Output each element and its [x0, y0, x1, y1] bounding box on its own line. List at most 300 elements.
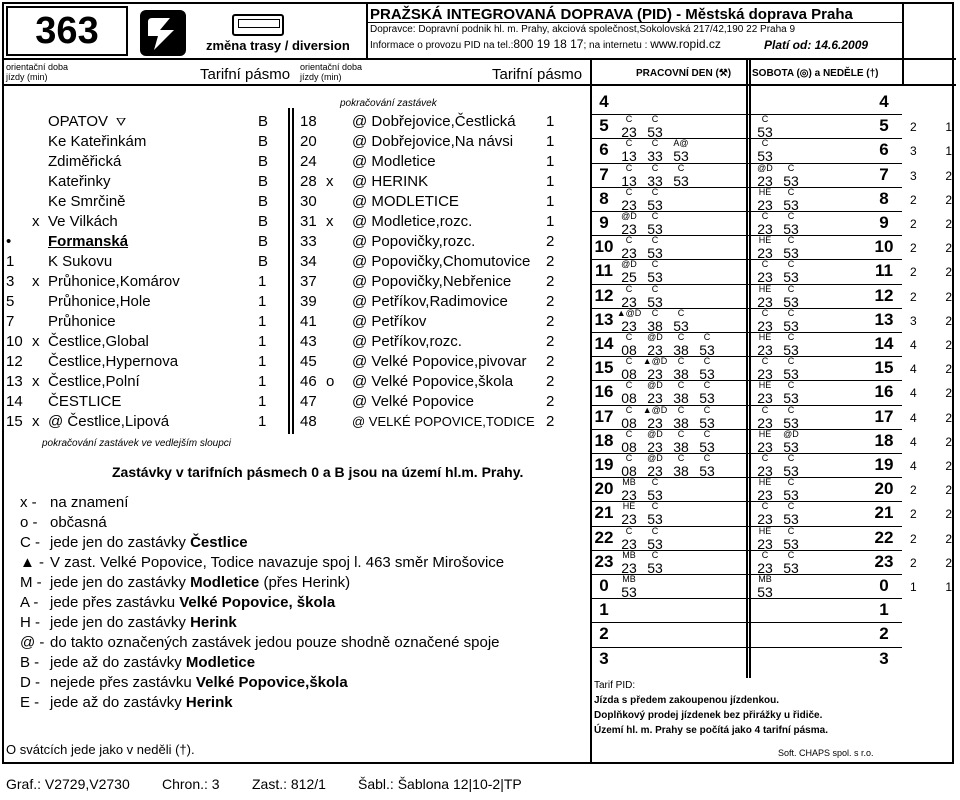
departure — [752, 357, 778, 381]
departure-minute: 13 — [621, 148, 637, 165]
departure-minute: 53 — [757, 584, 773, 600]
departure — [778, 430, 804, 454]
operator-info: Dopravce: Dopravní podnik hl. m. Prahy, akciová společnost,Sokolovská 217/42,190 22 Praha 9 — [370, 24, 796, 35]
legend-bold: Velké Popovice, škola — [179, 594, 336, 611]
hour-label: 1 — [879, 600, 889, 620]
departure-sign: C — [761, 356, 769, 367]
stop-name: @ Popovičky,rozc. — [352, 233, 476, 250]
stops-divider — [292, 108, 294, 434]
departure — [778, 285, 804, 309]
legend-bold: Velké Popovice,škola — [195, 674, 348, 691]
count: 2 — [910, 120, 917, 135]
hour-label: 4 — [879, 92, 889, 111]
workday-label: PRACOVNÍ DEN (⚒) — [636, 68, 732, 79]
hour-rule — [590, 647, 902, 648]
stop-name: Zdiměřická — [48, 153, 122, 170]
stop-time: 43 — [300, 333, 317, 350]
departure — [778, 260, 804, 284]
departure — [752, 212, 778, 236]
departure-minute: 53 — [699, 366, 715, 383]
departure-minute: 23 — [757, 438, 773, 455]
departure — [694, 406, 720, 430]
departure-sign: C — [651, 283, 659, 294]
legend-text: (přes Herink) — [259, 574, 351, 591]
departure-minute: 38 — [673, 414, 689, 431]
departure-sign: C — [625, 186, 633, 197]
departure-sign: C — [651, 162, 659, 173]
departure — [668, 406, 694, 430]
zone-label-left: Tarifní pásmo — [200, 66, 291, 83]
departure — [778, 188, 804, 212]
departure-sign: C — [651, 259, 659, 270]
departure — [616, 381, 642, 405]
departure-sign: C — [625, 404, 633, 415]
hour-label: 18 — [874, 430, 894, 450]
hour-label: 14 — [874, 334, 894, 353]
stop-zone: 2 — [546, 253, 555, 270]
stop-row — [300, 272, 580, 292]
stop-zone: B — [258, 193, 269, 210]
departure — [642, 454, 668, 478]
departure-minute: 53 — [647, 487, 663, 504]
departure-minute: 23 — [757, 317, 773, 334]
stop-row — [6, 172, 286, 192]
stop-zone: B — [258, 133, 269, 150]
stop-row — [300, 112, 580, 132]
departure-minute: 08 — [621, 438, 637, 455]
count: 2 — [945, 192, 952, 207]
departure-minute: 23 — [647, 390, 663, 407]
stop-time: 46 — [300, 373, 317, 390]
departure-minute: 23 — [621, 196, 637, 213]
departure — [752, 527, 778, 551]
hour-label: 15 — [874, 358, 894, 378]
departure — [642, 430, 668, 454]
departure — [668, 333, 694, 357]
stop-name: @ MODLETICE — [352, 193, 459, 210]
stop-zone: 1 — [546, 213, 555, 230]
legend-key: B - — [20, 654, 40, 671]
hour-label: 6 — [879, 140, 889, 160]
info-prefix: Informace o provozu PID na tel.: — [370, 40, 514, 51]
departure-sign: @D — [757, 162, 773, 173]
stop-name: Ve Vilkách — [48, 213, 118, 230]
hour-label: 21 — [874, 503, 894, 523]
count: 2 — [910, 483, 917, 498]
connection-count — [910, 217, 952, 231]
departure — [668, 454, 694, 478]
stop-row — [6, 292, 286, 312]
count: 4 — [910, 459, 917, 473]
count: 3 — [910, 313, 917, 328]
departure — [616, 309, 642, 333]
departure-sign: HE — [758, 186, 772, 197]
tariff-line: Doplňkový prodej jízdenek bez přirážky u řidiče. — [594, 710, 823, 721]
departure — [668, 357, 694, 381]
departure-minute: 25 — [621, 269, 637, 286]
departure-minute: 53 — [647, 293, 663, 310]
count: 2 — [945, 168, 952, 183]
hour-label: 0 — [599, 576, 609, 595]
departure-minute: 23 — [757, 245, 773, 262]
count: 2 — [945, 338, 952, 352]
departure-sign: @D — [647, 453, 663, 463]
departure-sign: C — [625, 525, 633, 536]
count: 1 — [910, 580, 917, 594]
info-mid: ; na internetu : — [583, 40, 648, 51]
departure-sign: C — [677, 404, 685, 415]
stop-time: 1 — [6, 253, 15, 270]
departure-minute: 53 — [783, 487, 799, 504]
departure-minute: 23 — [647, 438, 663, 455]
departure — [752, 454, 778, 478]
stop-row — [300, 232, 580, 252]
departure — [778, 309, 804, 333]
departure-sign: C — [703, 356, 711, 367]
stop-zone: 1 — [546, 173, 555, 190]
count: 2 — [910, 241, 917, 256]
departure — [778, 212, 804, 236]
hour-label: 10 — [594, 237, 614, 257]
departure — [616, 260, 642, 284]
stop-row — [6, 372, 286, 392]
departure-minute: 53 — [783, 269, 799, 286]
departure — [642, 236, 668, 260]
stop-time: 47 — [300, 393, 317, 410]
departure-minute: 53 — [783, 196, 799, 213]
count: 2 — [945, 289, 952, 304]
stop-name: @ HERINK — [352, 173, 429, 190]
hour-label: 5 — [599, 116, 609, 136]
stop-flag: o — [326, 373, 335, 390]
departure-minute: 23 — [757, 293, 773, 310]
departure — [778, 381, 804, 405]
stop-zone: 2 — [546, 373, 555, 390]
stop-flag: x — [32, 333, 40, 350]
stop-zone: 2 — [546, 353, 555, 370]
stop-row — [6, 412, 286, 432]
departure-sign: C — [787, 211, 795, 221]
legend-bold: Herink — [190, 614, 237, 631]
departure — [778, 164, 804, 188]
count: 4 — [910, 362, 917, 377]
stop-row — [300, 332, 580, 352]
departure — [668, 430, 694, 454]
departure — [642, 115, 668, 139]
stop-time: 37 — [300, 273, 317, 290]
departure — [778, 357, 804, 381]
legend-item — [20, 654, 255, 671]
stop-zone: 1 — [258, 413, 267, 430]
departure — [642, 551, 668, 575]
departure-sign: C — [651, 549, 659, 560]
departure-minute: 53 — [783, 172, 799, 189]
departure-sign: C — [787, 404, 795, 415]
legend-key: ▲ - — [20, 554, 45, 571]
stop-zone: B — [258, 153, 269, 170]
departure-minute: 23 — [647, 414, 663, 431]
stop-row — [300, 312, 580, 332]
count: 2 — [910, 289, 917, 304]
departure — [752, 333, 778, 357]
departure-sign: C — [677, 307, 685, 318]
legend-key: @ - — [20, 634, 45, 651]
connection-count — [910, 532, 952, 546]
hour-label: 15 — [594, 358, 614, 378]
footer-sabl: Šabl.: Šablona 12|10-2|TP — [358, 776, 522, 792]
legend-text: na znamení — [50, 494, 129, 511]
count: 2 — [945, 434, 952, 449]
departure — [694, 357, 720, 381]
count: 1 — [945, 580, 952, 594]
departure-minute: 53 — [783, 293, 799, 310]
hour-label: 13 — [594, 309, 614, 329]
departure-minute: 23 — [757, 366, 773, 383]
departure-minute: 38 — [673, 463, 689, 479]
departure — [778, 236, 804, 260]
departure-minute: 08 — [621, 414, 637, 431]
departure-minute: 53 — [783, 342, 799, 358]
count: 2 — [945, 483, 952, 498]
departure-sign: C — [625, 356, 633, 367]
hour-label: 5 — [879, 116, 889, 136]
legend-key: H - — [20, 614, 40, 631]
stop-name: @ VELKÉ POPOVICE,TODICE — [352, 414, 535, 429]
departure — [752, 551, 778, 575]
departure-minute: 53 — [783, 438, 799, 455]
departure-sign: C — [787, 186, 795, 197]
stop-time: 5 — [6, 293, 15, 310]
hour-label: 8 — [879, 188, 889, 208]
departure-minute: 53 — [647, 196, 663, 213]
departure — [616, 236, 642, 260]
departure-sign: MB — [622, 549, 636, 560]
stop-time: 30 — [300, 193, 317, 210]
stop-row — [6, 332, 286, 352]
header-divider — [366, 2, 368, 60]
legend-item — [20, 494, 128, 511]
departure — [752, 430, 778, 454]
departure-minute: 23 — [647, 342, 663, 358]
connection-count — [910, 556, 952, 570]
stop-name: Průhonice,Hole — [48, 293, 151, 310]
departure — [642, 527, 668, 551]
departure-sign: HE — [758, 428, 772, 439]
departure-sign: C — [787, 525, 795, 536]
stop-flag: x — [326, 213, 334, 230]
departure — [752, 188, 778, 212]
stop-row — [300, 352, 580, 372]
connection-count — [910, 314, 952, 328]
stops-divider — [288, 108, 290, 434]
departure-minute: 53 — [673, 172, 689, 189]
departure — [752, 309, 778, 333]
stop-name: Ke Smrčině — [48, 193, 126, 210]
hour-label: 22 — [874, 527, 894, 547]
legend-text: jede jen do zastávky — [50, 614, 191, 631]
header-rule — [366, 22, 902, 23]
legend-key: M - — [20, 574, 42, 591]
departure-sign: HE — [622, 501, 636, 512]
stop-name: K Sukovu — [48, 253, 113, 270]
departure — [642, 406, 668, 430]
legend-text: V zast. Velké Popovice, Todice navazuje spoj l. 463 směr Mirošovice — [50, 554, 505, 571]
count: 4 — [910, 386, 917, 401]
departure-sign: C — [651, 501, 659, 512]
connection-count — [910, 435, 952, 449]
departure-sign: HE — [758, 283, 772, 294]
departure-sign: C — [787, 549, 795, 560]
departure-minute: 53 — [647, 511, 663, 528]
stop-row — [300, 192, 580, 212]
departure-minute: 23 — [621, 124, 637, 141]
departure-minute: 53 — [783, 317, 799, 334]
departure — [778, 527, 804, 551]
legend-text: jede přes zastávku — [50, 594, 180, 611]
stop-row — [300, 392, 580, 412]
departure-sign: C — [651, 307, 659, 318]
departure-minute: 23 — [757, 559, 773, 576]
count: 4 — [910, 338, 917, 352]
column-divider — [590, 58, 592, 764]
legend-bold: Čestlice — [190, 534, 248, 551]
hour-label: 7 — [599, 164, 609, 184]
weekend-label: SOBOTA (◎) a NEDĚLE (†) — [752, 68, 879, 79]
legend-text: jede až do zastávky — [50, 654, 186, 671]
connection-count — [910, 459, 952, 473]
stop-row — [6, 272, 286, 292]
hour-label: 9 — [879, 213, 889, 232]
connection-count — [910, 265, 952, 279]
stop-name: Kateřinky — [48, 173, 111, 190]
departure-minute: 23 — [757, 342, 773, 358]
line-number: 363 — [6, 6, 128, 56]
stop-name: @ Modletice,rozc. — [352, 213, 473, 230]
departure-minute: 53 — [783, 559, 799, 576]
legend-item — [20, 674, 348, 691]
departure-sign: HE — [758, 235, 772, 246]
column-divider — [902, 58, 904, 84]
stop-name: @ Velké Popovice,škola — [352, 373, 514, 390]
hour-label: 3 — [879, 648, 889, 668]
departure-sign: ▲@D — [642, 404, 668, 415]
stop-zone: 2 — [546, 233, 555, 250]
departure-sign: C — [787, 283, 795, 294]
departure — [642, 309, 668, 333]
departure-sign: C — [625, 380, 633, 391]
hour-rule — [590, 598, 902, 599]
departure-sign: C — [787, 259, 795, 270]
stop-name: @ Popovičky,Nebřenice — [352, 273, 512, 290]
stop-zone: 1 — [258, 373, 267, 390]
connection-count — [910, 483, 952, 497]
tariff-line: Území hl. m. Prahy se počítá jako 4 tarifní pásma. — [594, 725, 828, 736]
departure-minute: 53 — [783, 366, 799, 383]
departure-sign: C — [677, 356, 685, 367]
departure-minute: 38 — [673, 342, 689, 358]
departure-sign: C — [625, 162, 633, 173]
departure-minute: 53 — [647, 269, 663, 286]
hour-label: 2 — [599, 624, 609, 644]
stop-row — [6, 232, 286, 252]
departure-sign: C — [787, 235, 795, 246]
legend-text: jede jen do zastávky — [50, 574, 191, 591]
stop-row — [300, 132, 580, 152]
hour-label: 13 — [874, 309, 894, 329]
departure — [616, 285, 642, 309]
departure — [778, 551, 804, 575]
departure-sign: @D — [647, 380, 663, 391]
departure-sign: C — [761, 259, 769, 270]
departure — [752, 406, 778, 430]
orient-label-right: orientační doba jízdy (min) — [300, 62, 363, 82]
departure-minute: 23 — [757, 196, 773, 213]
stop-row — [6, 132, 286, 152]
departure — [616, 139, 642, 163]
departure — [694, 430, 720, 454]
departure-sign: MB — [758, 574, 772, 584]
departure-minute: 53 — [783, 414, 799, 431]
legend-item — [20, 534, 248, 551]
departure — [778, 502, 804, 526]
count: 4 — [910, 434, 917, 449]
stop-row — [300, 372, 580, 392]
departure-minute: 23 — [621, 317, 637, 334]
stop-row — [300, 152, 580, 172]
departure-minute: 53 — [647, 124, 663, 141]
departure-sign: C — [677, 453, 685, 463]
departure — [616, 357, 642, 381]
stop-zone: 2 — [546, 273, 555, 290]
stop-zone: 1 — [258, 353, 267, 370]
departure-sign: C — [703, 380, 711, 391]
stop-time: 45 — [300, 353, 317, 370]
departure-minute: 53 — [699, 414, 715, 431]
departure-sign: C — [625, 235, 633, 246]
departure — [642, 333, 668, 357]
departure-minute: 23 — [757, 414, 773, 431]
departure — [694, 381, 720, 405]
departure-minute: 53 — [783, 463, 799, 479]
info-web: www.ropid.cz — [650, 37, 721, 51]
legend-item — [20, 574, 350, 591]
stop-name: @ Petříkov,Radimovice — [352, 293, 508, 310]
stop-row — [6, 152, 286, 172]
departure-sign: C — [651, 477, 659, 488]
departure-sign: C — [787, 162, 795, 173]
stop-time: 20 — [300, 133, 317, 150]
tariff-line: Jízda s předem zakoupenou jízdenkou. — [594, 695, 780, 706]
departure-minute: 23 — [757, 221, 773, 237]
departure — [778, 406, 804, 430]
departure-minute: 53 — [647, 559, 663, 576]
departure — [642, 212, 668, 236]
pid-logo-icon — [140, 10, 186, 56]
stop-name: Čestlice,Hypernova — [48, 353, 179, 370]
legend-item — [20, 554, 504, 571]
departure — [642, 285, 668, 309]
stop-zone: 1 — [258, 333, 267, 350]
departure-sign: C — [625, 428, 633, 439]
departure-minute: 08 — [621, 366, 637, 383]
departure-sign: C — [703, 453, 711, 463]
legend-key: C - — [20, 534, 40, 551]
hour-label: 7 — [879, 164, 889, 184]
stop-row — [6, 312, 286, 332]
departure-minute: 53 — [757, 148, 773, 165]
zone-note: Zastávky v tarifních pásmech 0 a B jsou na území hl.m. Prahy. — [112, 464, 524, 480]
departure — [668, 309, 694, 333]
